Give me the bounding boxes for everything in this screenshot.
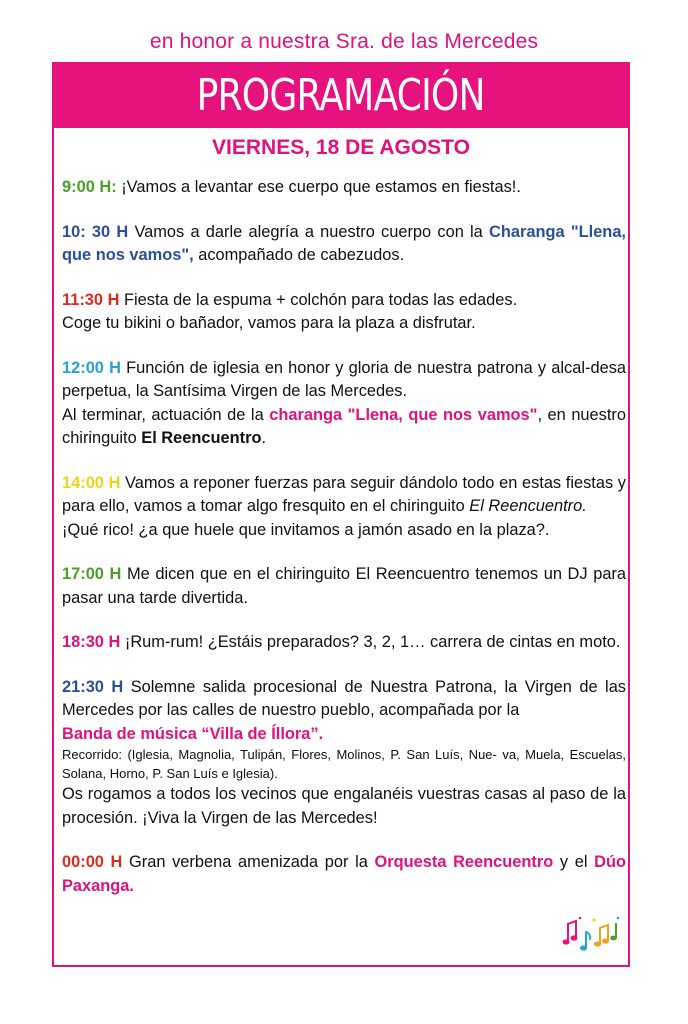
event-time: 12:00 H [62, 358, 121, 377]
event-item [62, 472, 626, 543]
event-item [62, 176, 626, 200]
event-text: Función de iglesia en honor y gloria de nuestra patrona y alcal-desa perpetua, la Santísima Virgen de las Mercedes. [62, 358, 627, 400]
title-banner [52, 62, 630, 128]
event-item [62, 221, 626, 268]
music-notes-icon [560, 912, 622, 956]
event-text: Coge tu bikini o bañador, vamos para la plaza a disfrutar. [62, 314, 476, 332]
subtitle: en honor a nuestra Sra. de las Mercedes [149, 30, 539, 53]
event-item [62, 357, 626, 451]
event-highlight: Dúo Paxanga. [62, 853, 626, 895]
route-text: Recorrido: (Iglesia, Magnolia, Tulipán, Flores, Molinos, P. San Luís, Nue- va, Muela, Escuelas, Solana, Horno, P. San Luís e Iglesia). [62, 747, 626, 781]
event-colon: : [111, 178, 117, 196]
event-time: 00:00 H [62, 853, 123, 871]
event-highlight: Banda de música “Villa de Íllora”. [62, 724, 324, 743]
event-text: ¡Rum-rum! ¿Estáis preparados? 3, 2, 1… carrera de cintas en moto. [120, 633, 621, 651]
event-highlight: charanga "Llena, que nos vamos" [269, 405, 538, 424]
event-item [62, 631, 626, 655]
event-text: , en nuestro chiringuito [62, 405, 626, 447]
event-text: y el [553, 853, 595, 871]
event-text: Vamos a darle alegría a nuestro cuerpo con la [128, 222, 490, 241]
schedule [62, 176, 626, 919]
event-text: Al terminar, actuación de la [62, 405, 270, 424]
event-text: ¡Qué rico! ¿a que huele que invitamos a jamón asado en la plaza?. [62, 520, 550, 539]
event-item [62, 563, 626, 610]
event-text: Gran verbena amenizada por la [122, 853, 375, 871]
event-text: acompañado de cabezudos. [193, 246, 405, 264]
day-heading: VIERNES, 18 DE AGOSTO [212, 136, 470, 159]
event-time: 17:00 H [62, 565, 122, 583]
event-item [62, 851, 626, 898]
page-title: PROGRAMACIÓN [196, 70, 486, 121]
event-text: . [261, 429, 267, 447]
event-time: 18:30 H [62, 633, 121, 651]
event-time: 9:00 H [62, 178, 112, 196]
event-time: 11:30 H [62, 290, 120, 309]
event-time: 21:30 H [62, 677, 124, 696]
event-text: ¡Vamos a levantar ese cuerpo que estamos en fiestas!. [116, 178, 521, 196]
event-highlight: Orquesta Reencuentro [374, 853, 554, 871]
event-text: Solemne salida procesional de Nuestra Patrona, la Virgen de las Mercedes por las calles de nuestro pueblo, acompañada por la [62, 677, 626, 719]
event-place: El Reencuentro [141, 429, 262, 447]
event-text: Os rogamos a todos los vecinos que engalanéis vuestras casas al paso de la procesión. ¡Viva la Virgen de las Mercedes! [62, 785, 626, 827]
event-time: 10: 30 H [62, 222, 129, 241]
event-text: Me dicen que en el chiringuito El Reencuentro tenemos un DJ para pasar una tarde divertida. [62, 565, 627, 607]
event-text: Fiesta de la espuma + colchón para todas las edades. [119, 290, 518, 309]
event-text: Vamos a reponer fuerzas para seguir dándolo todo en estas fiestas y para ello, vamos a tomar algo fresquito en el chiringuito [62, 473, 626, 515]
event-item [62, 289, 626, 336]
event-time: 14:00 H [62, 473, 121, 492]
event-item [62, 676, 626, 831]
event-highlight: Charanga "Llena, que nos vamos", [62, 222, 626, 264]
event-place: El Reencuentro. [469, 497, 587, 515]
